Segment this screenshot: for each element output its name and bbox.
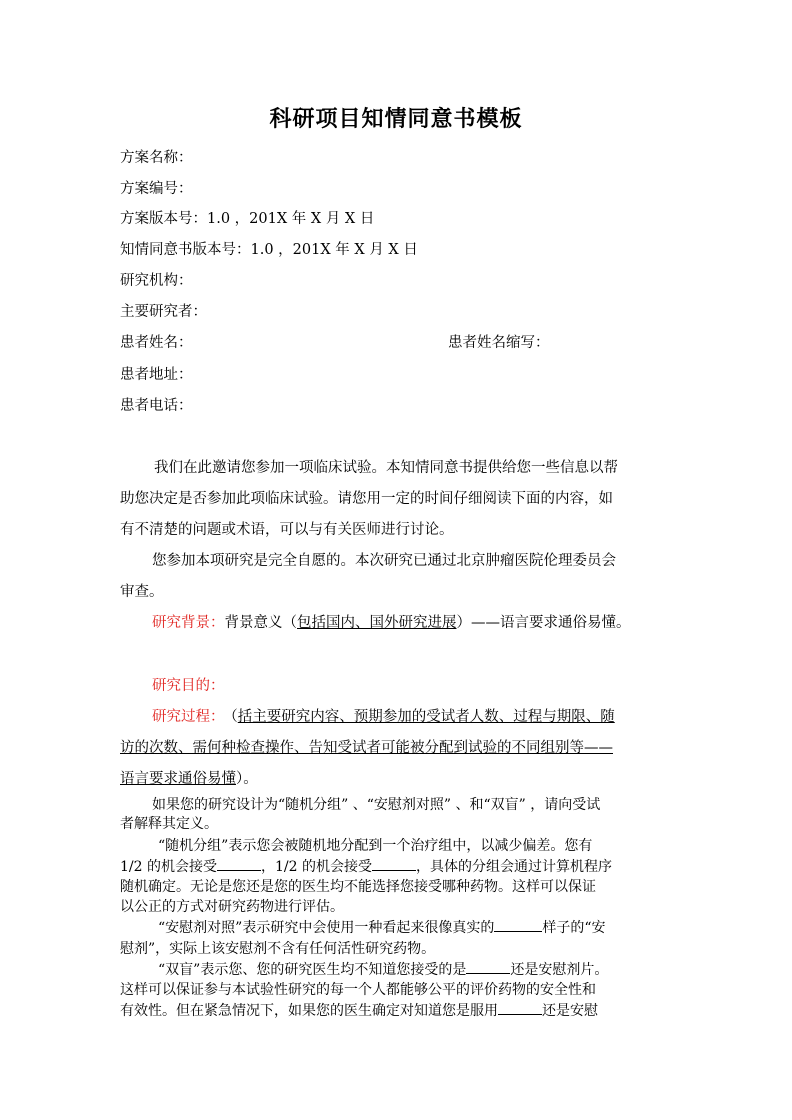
placebo-line-1 [158,917,606,937]
blank-field-3 [494,919,542,932]
process-text-3: 语言要求通俗易懂 [120,771,236,787]
blank-field-4 [466,961,510,974]
background-text: 背景意义（ [224,615,297,631]
background-line [152,611,631,632]
process-end: ）。 [236,771,258,787]
design-line-1: 如果您的研究设计为“随机分组” 、“安慰剂对照” 、和“双盲” ，请向受试 [152,797,601,813]
field-plan-version: 方案版本号：1.0 ，201X 年 X 月 X 日 [120,211,375,227]
process-paren: （ [230,709,238,725]
document-title: 科研项目知情同意书模板 [269,107,523,132]
blank-field-1 [217,858,261,871]
field-patient-address: 患者地址： [120,367,193,383]
placebo-text-a: “安慰剂对照”表示研究中会使用一种看起来很像真实的 [158,920,495,936]
design-line-2: 者解释其定义。 [120,816,218,832]
background-underlined: 包括国内、国外研究进展 [297,615,457,631]
random-line-4: 以公正的方式对研究药物进行评估。 [120,899,344,915]
field-pi: 主要研究者： [120,304,207,320]
random-line-3: 随机确定。无论是您还是您的医生均不能选择您接受哪种药物。这样可以保证 [120,879,596,895]
process-line-3 [120,767,258,788]
random-line-2 [120,856,612,876]
blank-field-2 [372,858,416,871]
random-text-c: ，具体的分组会通过计算机程序 [415,859,612,875]
placebo-line-2: 慰剂”，实际上该安慰剂不含有任何活性研究药物。 [120,941,436,957]
field-plan-name: 方案名称： [120,150,193,166]
field-plan-number: 方案编号： [120,181,193,197]
process-line-2: 访的次数、需何种检查操作、告知受试者可能被分配到试验的不同组别等—— [120,740,613,756]
intro-line-3: 有不清楚的问题或术语，可以与有关医师进行讨论。 [120,522,454,538]
field-institution: 研究机构： [120,273,193,289]
blind-text-c: 有效性。但在紧急情况下，如果您的医生确定对知道您是服用 [120,1003,498,1019]
intro-line-4: 您参加本项研究是完全自愿的。本次研究已通过北京肿瘤医院伦理委员会 [152,553,616,569]
placebo-text-b: 样子的“安 [542,920,606,936]
blind-line-3 [120,1000,598,1020]
intro-line-2: 助您决定是否参加此项临床试验。请您用一定的时间仔细阅读下面的内容，如 [120,491,613,507]
blind-line-2: 这样可以保证参与本试验性研究的每一个人都能够公平的评价药物的安全性和 [120,982,596,998]
field-patient-name: 患者姓名： [120,335,193,351]
field-consent-version: 知情同意书版本号：1.0 ，201X 年 X 月 X 日 [120,242,418,258]
process-text-1: 括主要研究内容、预期参加的受试者人数、过程与期限、随 [237,709,615,725]
blind-text-d: 还是安慰 [542,1003,598,1019]
field-patient-phone: 患者电话： [120,398,193,414]
random-text-a: 1/2 的机会接受 [120,859,217,875]
purpose-label: 研究目的： [152,678,225,694]
process-label: 研究过程： [152,709,225,725]
intro-line-5: 审查。 [120,584,164,600]
blind-text-a: “双盲”表示您、您的研究医生均不知道您接受的是 [158,962,467,978]
intro-line-1: 我们在此邀请您参加一项临床试验。本知情同意书提供给您一些信息以帮 [154,460,618,476]
background-label: 研究背景： [152,615,225,631]
random-text-b: ，1/2 的机会接受 [260,859,372,875]
blind-line-1 [158,959,608,979]
blind-text-b: 还是安慰剂片。 [510,962,609,978]
blank-field-5 [498,1002,542,1015]
field-patient-initials: 患者姓名缩写： [448,335,550,351]
process-line-1 [152,705,615,726]
background-text-end: ）——语言要求通俗易懂。 [456,615,631,631]
random-line-1: “随机分组”表示您会被随机地分配到一个治疗组中，以减少偏差。您有 [158,838,593,854]
